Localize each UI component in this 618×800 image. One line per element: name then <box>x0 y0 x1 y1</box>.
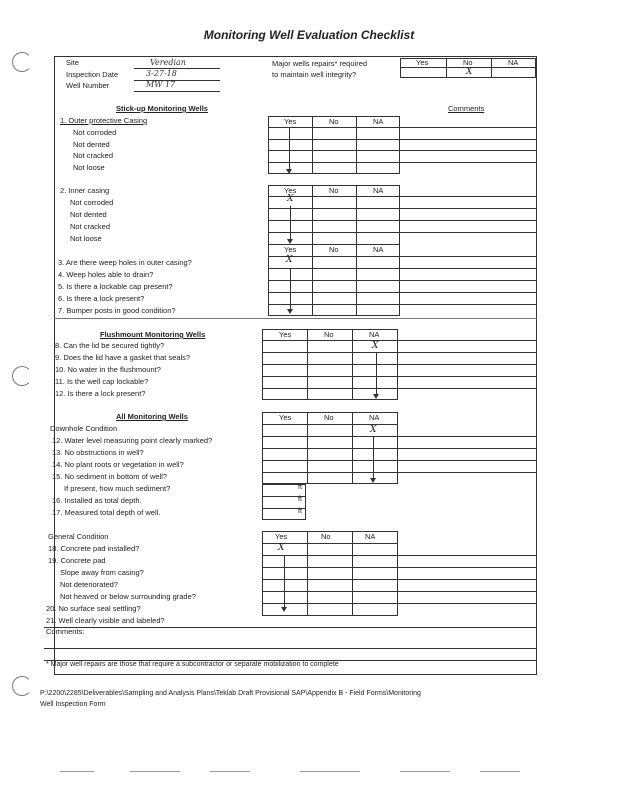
site-value: Veredian <box>150 58 186 67</box>
outer-item: Not dented <box>73 140 110 149</box>
footnote: * Major well repairs are those that require a subcontractor or separate mobilization to complete <box>46 661 339 668</box>
stickup-question: 6. Is there a lock present? <box>58 294 145 303</box>
inner-item: Not dented <box>70 210 107 219</box>
table-rule <box>262 591 536 592</box>
inner-col-no: No <box>329 186 339 195</box>
all-question: 13. No obstructions in well? <box>52 448 144 457</box>
inner-item: Not corroded <box>70 198 114 207</box>
table-rule <box>356 185 357 245</box>
table-rule <box>44 648 537 649</box>
stickup-question: 5. Is there a lockable cap present? <box>58 282 173 291</box>
general-question: 18. Concrete pad installed? <box>48 544 140 553</box>
flush-question: 10. No water in the flushmount? <box>55 365 161 374</box>
scan-artifact <box>130 771 180 772</box>
hole-punch-mark <box>12 52 32 72</box>
table-rule <box>268 196 536 197</box>
table-rule <box>268 292 536 293</box>
q-col-na: NA <box>373 245 384 254</box>
gen-col-yes: Yes <box>275 532 288 541</box>
general-question: Not heaved or below surrounding grade? <box>60 592 196 601</box>
scan-artifact <box>210 771 250 772</box>
table-rule <box>312 116 313 174</box>
all-question: If present, how much sediment? <box>64 484 171 493</box>
flush-question: 8. Can the lid be secured tightly? <box>55 341 165 350</box>
general-question: Slope away from casing? <box>60 568 144 577</box>
check-arrow <box>373 437 374 479</box>
all-col-yes: Yes <box>279 413 292 422</box>
q-col-no: No <box>329 245 339 254</box>
flush-col-yes: Yes <box>279 330 292 339</box>
comments-label: Comments: <box>46 627 85 636</box>
stickup-question: 3. Are there weep holes in outer casing? <box>58 258 192 267</box>
table-rule <box>268 208 536 209</box>
flushmount-heading: Flushmount Monitoring Wells <box>100 330 206 339</box>
check-mark: X <box>286 255 293 265</box>
outer-col-no: No <box>329 117 339 126</box>
inspection-date-value: 3-27-18 <box>146 69 177 78</box>
all-wells-heading: All Monitoring Wells <box>116 412 188 421</box>
inspection-date-label: Inspection Date <box>66 70 119 79</box>
general-question: 20. No surface seal settling? <box>46 604 141 613</box>
file-path-line2: Well Inspection Form <box>40 701 106 708</box>
all-col-na: NA <box>369 413 380 422</box>
table-rule <box>491 58 492 78</box>
general-question: Not deteriorated? <box>60 580 118 589</box>
all-question: 15. No sediment in bottom of well? <box>52 472 168 481</box>
all-question: 17. Measured total depth of well. <box>52 508 161 517</box>
site-label: Site <box>66 58 79 67</box>
table-rule <box>268 150 536 151</box>
table-rule <box>54 318 537 319</box>
inner-casing-title: 2. Inner casing <box>60 186 110 195</box>
check-mark: X <box>370 425 377 435</box>
table-rule <box>262 472 536 473</box>
table-rule <box>268 139 536 140</box>
scan-artifact <box>300 771 360 772</box>
inner-col-na: NA <box>373 186 384 195</box>
table-rule <box>262 436 536 437</box>
general-question: 19. Concrete pad <box>48 556 106 565</box>
table-rule <box>268 232 536 233</box>
table-rule <box>262 340 536 341</box>
outer-item: Not cracked <box>73 151 114 160</box>
outer-col-na: NA <box>373 117 384 126</box>
check-mark: X <box>372 341 379 351</box>
check-mark: X <box>278 543 285 553</box>
check-arrow <box>290 206 291 240</box>
stickup-heading: Stick-up Monitoring Wells <box>116 104 208 113</box>
repairs-question-line1: Major wells repairs* required <box>272 59 368 68</box>
scan-artifact <box>60 771 94 772</box>
hole-punch-mark <box>12 366 32 386</box>
check-arrow <box>284 556 285 608</box>
flush-col-na: NA <box>369 330 380 339</box>
table-rule <box>262 579 536 580</box>
stickup-question: 4. Weep holes able to drain? <box>58 270 154 279</box>
inner-col-yes: Yes <box>284 186 297 195</box>
all-question: 16. Installed as total depth. <box>52 496 142 505</box>
well-number-line <box>134 91 220 92</box>
repairs-col-yes: Yes <box>416 58 429 67</box>
table-rule <box>268 280 536 281</box>
table-rule <box>262 603 536 604</box>
table-rule <box>44 627 537 628</box>
check-mark: X <box>287 194 294 204</box>
table-rule <box>262 352 536 353</box>
table-rule <box>268 256 536 257</box>
table-rule <box>400 127 536 128</box>
flush-question: 9. Does the lid have a gasket that seals? <box>55 353 191 362</box>
well-number-value: MW 17 <box>146 80 176 89</box>
table-rule <box>268 220 536 221</box>
scan-artifact <box>480 771 520 772</box>
comments-heading: Comments <box>448 104 485 113</box>
table-rule <box>312 185 313 245</box>
table-rule <box>262 424 398 425</box>
flush-question: 12. Is there a lock present? <box>55 389 146 398</box>
table-rule <box>268 268 536 269</box>
table-rule <box>268 127 400 128</box>
form-title: Monitoring Well Evaluation Checklist <box>203 28 415 42</box>
gen-col-no: No <box>321 532 331 541</box>
repairs-question-line2: to maintain well integrity? <box>272 70 357 79</box>
table-rule <box>268 162 536 163</box>
q-col-yes: Yes <box>284 245 297 254</box>
all-question: 14. No plant roots or vegetation in well? <box>52 460 184 469</box>
general-condition-label: General Condition <box>48 532 109 541</box>
repairs-col-na: NA <box>508 58 519 67</box>
repairs-col-no: No <box>463 58 473 67</box>
table-rule <box>262 448 536 449</box>
check-arrow <box>290 268 291 310</box>
outer-item: Not loose <box>73 163 105 172</box>
table-rule <box>262 364 536 365</box>
table-rule <box>446 58 447 78</box>
downhole-label: Downhole Condition <box>50 424 118 433</box>
table-rule <box>262 388 536 389</box>
table-rule <box>262 460 536 461</box>
scan-artifact <box>400 771 450 772</box>
repairs-answer-mark: X <box>466 67 473 77</box>
all-question: 12. Water level measuring point clearly marked? <box>52 436 213 445</box>
file-path-line1: P:\2200\2285\Deliverables\Sampling and Analysis Plans\Teklab Draft Provisional SAP\Appendix B - Field Forms\Monitoring <box>40 690 421 697</box>
table-rule <box>262 376 536 377</box>
inner-item: Not loose <box>70 234 102 243</box>
inner-item: Not cracked <box>70 222 111 231</box>
table-rule <box>262 555 536 556</box>
general-question: 21. Well clearly visible and labeled? <box>46 616 165 625</box>
check-arrow <box>376 353 377 395</box>
unit-ft: ft <box>298 508 302 515</box>
table-rule <box>262 567 536 568</box>
hole-punch-mark <box>12 676 32 696</box>
outer-col-yes: Yes <box>284 117 297 126</box>
stickup-question: 7. Bumper posts in good condition? <box>58 306 176 315</box>
outer-item: Not corroded <box>73 128 117 137</box>
all-col-no: No <box>324 413 334 422</box>
check-arrow <box>289 128 290 170</box>
outer-casing-title: 1. Outer protective Casing <box>60 116 148 125</box>
table-rule <box>268 304 536 305</box>
gen-col-na: NA <box>365 532 376 541</box>
table-rule <box>356 116 357 174</box>
unit-ft: ft <box>298 496 302 503</box>
flush-question: 11. Is the well cap lockable? <box>55 377 149 386</box>
well-number-label: Well Number <box>66 81 110 90</box>
flush-col-no: No <box>324 330 334 339</box>
unit-ft: ft <box>298 484 302 491</box>
